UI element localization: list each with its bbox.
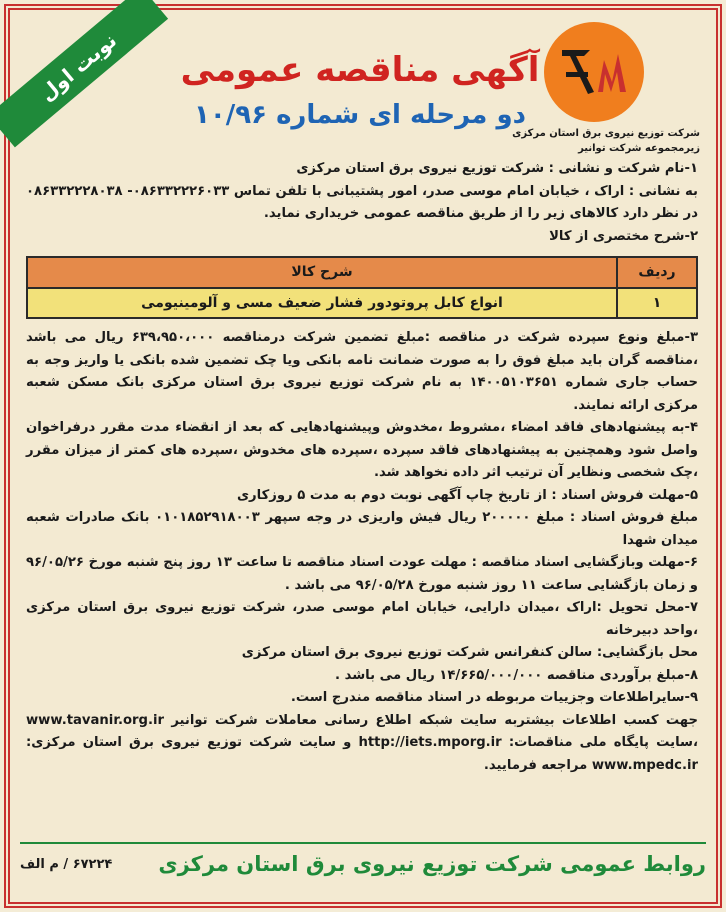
- company-logo-icon: [544, 22, 644, 122]
- page-subtitle: دو مرحله ای شماره ۱۰/۹۶: [194, 100, 526, 130]
- company-caption: [500, 126, 700, 156]
- section-10: [26, 710, 698, 778]
- iets-link[interactable]: http://iets.mporg.ir: [358, 735, 502, 750]
- section-1-address: به نشانی : اراک ، خیابان امام موسی صدر، امور پشتیبانی با تلفن تماس ۰۸۶۳۳۲۲۲۶۰۳۳- ۰۸۶۳۳۲۲۲۸۰۳۸ در نظر دارد کالاهای زیر را از طریق مناقصه عمومی خریداری نماید.: [26, 183, 698, 221]
- info-text-1: جهت کسب اطلاعات بیشتربه سایت شبکه اطلاع رسانی معاملات شرکت توانیر: [171, 712, 699, 728]
- section-1-title: ۱-نام شرکت و نشانی : شرکت توزیع نیروی برق استان مرکزی: [296, 161, 698, 176]
- section-5-period: ۵-مهلت فروش اسناد : از تاریخ چاپ آگهی نوبت دوم به مدت ۵ روزکاری: [236, 487, 698, 503]
- page-title: آگهی مناقصه عمومی: [180, 50, 540, 90]
- section-3: ۳-مبلغ ونوع سپرده شرکت در مناقصه :مبلغ تضمین شرکت درمناقصه ۶۳۹،۹۵۰،۰۰۰ ریال می باشد ،مناقصه گران باید مبلغ فوق را به صورت ضمانت نامه بانکی ویا چک تضمین شده بانکی یا واریز وجه به حساب جاری شماره ۱۴۰۰۵۱۰۳۶۵۱ به نام شرکت توزیع نیروی برق استان مرکزی بانک مسکن شعبه مرکزی ارائه نمایند.: [26, 330, 698, 413]
- footer-divider: [20, 842, 706, 844]
- goods-table-header: [27, 257, 697, 288]
- tavanir-link[interactable]: www.tavanir.org.ir: [26, 712, 164, 728]
- company-name: شرکت توزیع نیروی برق استان مرکزی: [512, 128, 700, 139]
- section-4: ۴-به پیشنهادهای فاقد امضاء ،مشروط ،مخدوش وپیشنهادهایی که بعد از انقضاء مدت مقرر درفراخوان واصل شود وهمچنین به پیشنهادهای فاقد سپرده ،سپرده های مخدوش ،سپرده های کمتر از میزان مقرر ،چک شخصی ونظایر آن ترتیب اثر داده نخواهد شد.: [26, 420, 698, 480]
- tower-icon: [554, 42, 634, 102]
- company-parent: زیرمجموعه شرکت توانیر: [578, 143, 700, 154]
- section-2: ۲-شرح مختصری از کالا: [549, 228, 698, 244]
- section-9: ۹-سایراطلاعات وجزییات مربوطه در اسناد مناقصه مندرج است.: [290, 690, 698, 705]
- info-text-3: و سایت شرکت توزیع نیروی برق استان مرکزی:: [26, 735, 352, 750]
- info-text-2: ،سایت پایگاه ملی مناقصات:: [508, 735, 699, 750]
- mpedc-link[interactable]: www.mpedc.ir: [591, 757, 698, 773]
- section-5-price: مبلغ فروش اسناد : مبلغ ۲۰۰۰۰۰ ریال فیش واریزی در وجه سپهر ۰۱۰۱۸۵۲۹۱۸۰۰۳ بانک صادرات شعبه میدان شهدا: [26, 510, 699, 548]
- section-7-delivery: ۷-محل تحویل :اراک ،میدان دارایی، خیابان امام موسی صدر، شرکت توزیع نیروی برق استان مرکزی ،واحد دبیرخانه: [26, 600, 698, 638]
- table-row: [27, 288, 697, 319]
- row-number-cell: ۱: [617, 288, 697, 319]
- footer-reference: ۶۷۲۲۴ / م الف: [20, 856, 113, 872]
- edition-badge: نوبت اول: [0, 0, 168, 147]
- section-8: ۸-مبلغ برآوردی مناقصه ۱۴/۶۶۵/۰۰۰/۰۰۰ ریال می باشد .: [334, 667, 698, 683]
- footer: [20, 846, 706, 882]
- header: [10, 10, 708, 160]
- footer-signature: روابط عمومی شرکت توزیع نیروی برق استان مرکزی: [158, 852, 706, 876]
- info-text-4: مراجعه فرمایید.: [483, 757, 588, 773]
- description-cell: انواع کابل پروتودور فشار ضعیف مسی و آلومینیومی: [27, 288, 617, 319]
- column-header-row-number: ردیف: [617, 257, 697, 288]
- column-header-description: شرح کالا: [27, 257, 617, 288]
- notice-body: [26, 158, 698, 777]
- goods-table: [26, 256, 698, 319]
- section-7-opening: محل بازگشایی: سالن کنفرانس شرکت توزیع نیروی برق استان مرکزی: [241, 645, 698, 660]
- section-6: ۶-مهلت وبازگشایی اسناد مناقصه : مهلت عودت اسناد مناقصه تا ساعت ۱۳ روز پنج شنبه مورخ ۹۶/۰۵/۲۶ و زمان بازگشایی ساعت ۱۱ روز شنبه مورخ ۹۶/۰۵/۲۸ می باشد .: [26, 555, 699, 593]
